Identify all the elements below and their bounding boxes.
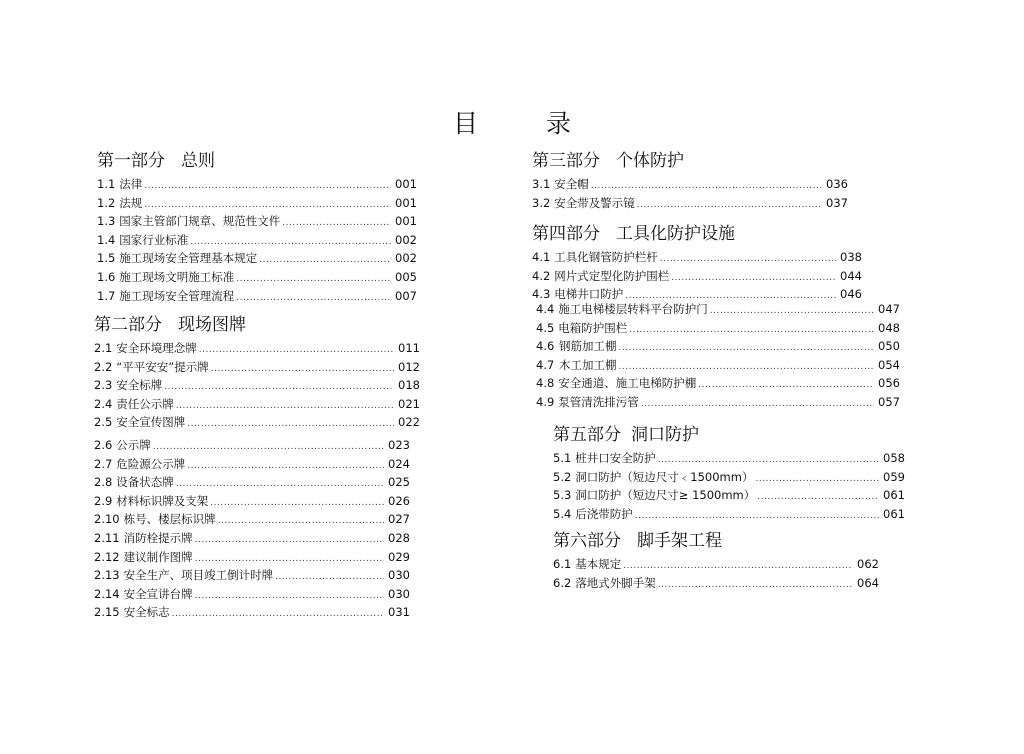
- toc-entry: [94, 511, 410, 530]
- entry-number: 1.3: [97, 214, 116, 229]
- entry-title: 国家行业标准: [119, 232, 189, 247]
- dot-leader: [282, 215, 391, 232]
- entry-title: 安全宣传图牌: [116, 415, 186, 430]
- entry-page-number: 031: [388, 605, 410, 620]
- section-part1: [97, 150, 417, 306]
- entry-number: 5.1: [553, 451, 572, 465]
- entry-number: 4.3: [532, 287, 551, 302]
- entry-number: 2.12: [94, 549, 120, 564]
- dot-leader: [623, 558, 853, 575]
- entry-title: 桩井口安全防护: [575, 451, 656, 465]
- entry-title: 危险源公示牌: [116, 456, 186, 471]
- entry-page-number: 007: [395, 288, 417, 303]
- toc-entry: [94, 396, 420, 415]
- dot-leader: [698, 377, 874, 394]
- dot-leader: [236, 290, 391, 307]
- toc-entry: [553, 450, 905, 469]
- entry-page-number: 012: [398, 359, 420, 374]
- entry-title: 工具化钢管防护栏杆: [554, 250, 658, 264]
- entry-number: 2.2: [94, 359, 113, 374]
- dot-leader: [660, 251, 836, 268]
- entry-page-number: 025: [388, 475, 410, 490]
- entry-number: 4.5: [536, 320, 555, 335]
- toc-list: [97, 176, 417, 306]
- toc-entry: [94, 567, 410, 586]
- entry-page-number: 028: [388, 530, 410, 545]
- entry-page-number: 037: [826, 195, 848, 210]
- dot-leader: [619, 359, 875, 376]
- dot-leader: [236, 271, 391, 288]
- entry-number: 5.2: [553, 469, 572, 484]
- entry-page-number: 056: [878, 376, 900, 391]
- entry-title: 安全标志: [123, 605, 170, 620]
- toc-list: [94, 340, 420, 433]
- entry-title: 安全生产、项目竣工倒计时牌: [123, 568, 274, 583]
- entry-number: 2.13: [94, 568, 120, 583]
- entry-number: 2.11: [94, 530, 120, 545]
- section-title: 脚手架工程: [637, 531, 722, 551]
- entry-title: 落地式外脚手架: [575, 575, 656, 590]
- entry-number: 4.6: [536, 339, 555, 354]
- entry-page-number: 048: [878, 320, 900, 335]
- entry-title: 泵管清洗排污管: [558, 394, 639, 409]
- toc-list: [532, 249, 862, 305]
- entry-title: 洞口防护（短边尺寸﹤1500mm）: [575, 469, 754, 484]
- entry-page-number: 002: [395, 251, 417, 266]
- entry-number: 2.14: [94, 586, 120, 601]
- dot-leader: [164, 379, 394, 396]
- entry-number: 1.5: [97, 251, 116, 266]
- dot-leader: [190, 234, 391, 251]
- entry-title: 法律: [119, 177, 143, 191]
- entry-title: 施工现场安全管理基本规定: [119, 251, 258, 266]
- toc-entry: [94, 604, 410, 623]
- dot-leader: [176, 476, 384, 493]
- section-number: 第三部分: [532, 151, 600, 171]
- entry-page-number: 022: [398, 415, 420, 430]
- entry-page-number: 046: [840, 287, 862, 302]
- section-number: 第六部分: [553, 531, 621, 551]
- toc-entry: [97, 195, 417, 214]
- entry-title: 消防栓提示牌: [123, 530, 193, 545]
- section-number: 第二部分: [94, 315, 162, 335]
- entry-number: 1.1: [97, 177, 116, 191]
- dot-leader: [275, 569, 384, 586]
- entry-title: 设备状态牌: [116, 475, 174, 490]
- section-title: 现场图牌: [178, 315, 246, 335]
- dot-leader: [671, 270, 836, 287]
- entry-number: 4.9: [536, 394, 555, 409]
- entry-number: 1.2: [97, 195, 116, 210]
- entry-number: 6.2: [553, 575, 572, 590]
- dot-leader: [195, 532, 384, 549]
- entry-title: 安全环境理念牌: [116, 341, 197, 355]
- toc-entry: [553, 506, 905, 525]
- toc-list: [94, 437, 410, 623]
- dot-leader: [637, 197, 822, 214]
- dot-leader: [153, 439, 384, 456]
- dot-leader: [187, 458, 384, 475]
- toc-entry: [94, 456, 410, 475]
- toc-entry: [94, 340, 420, 359]
- toc-entry: [536, 375, 900, 394]
- dot-leader: [710, 303, 874, 320]
- toc-entry: [94, 414, 420, 433]
- toc-entry: [94, 530, 410, 549]
- entry-number: 2.7: [94, 456, 113, 471]
- toc-entry: [553, 469, 905, 488]
- toc-list: [553, 556, 879, 593]
- entry-number: 2.9: [94, 493, 113, 508]
- section-number: 第五部分: [553, 425, 621, 445]
- entry-page-number: 057: [878, 394, 900, 409]
- entry-number: 1.7: [97, 288, 116, 303]
- toc-entry: [536, 394, 900, 413]
- entry-title: 电箱防护围栏: [558, 320, 628, 335]
- toc-entry: [536, 320, 900, 339]
- dot-leader: [195, 551, 384, 568]
- section-part3: [532, 150, 848, 213]
- section-title: 个体防护: [616, 151, 684, 171]
- entry-title: 施工电梯楼层转料平台防护门: [558, 302, 708, 316]
- entry-title: 网片式定型化防护围栏: [554, 268, 670, 283]
- section-heading: [97, 150, 417, 172]
- entry-page-number: 011: [398, 341, 420, 355]
- toc-entry: [94, 493, 410, 512]
- entry-title: 安全帽: [554, 177, 589, 191]
- dot-leader: [210, 495, 384, 512]
- entry-number: 2.5: [94, 415, 113, 430]
- entry-title: 安全标牌: [116, 378, 163, 393]
- entry-number: 2.1: [94, 341, 113, 355]
- dot-leader: [591, 178, 822, 195]
- section-part4-continued: [536, 301, 900, 413]
- dot-leader: [195, 588, 384, 605]
- section-part4: [532, 223, 862, 305]
- entry-page-number: 038: [840, 250, 862, 264]
- entry-page-number: 059: [883, 469, 905, 484]
- toc-entry: [94, 359, 420, 378]
- toc-entry: [532, 268, 862, 287]
- entry-page-number: 005: [395, 269, 417, 284]
- dot-leader: [757, 489, 879, 506]
- entry-number: 6.1: [553, 557, 572, 571]
- entry-page-number: 021: [398, 396, 420, 411]
- dot-leader: [187, 416, 394, 433]
- dot-leader: [629, 322, 874, 339]
- entry-title: 栋号、楼层标识牌: [123, 512, 216, 527]
- entry-page-number: 058: [883, 451, 905, 465]
- entry-page-number: 047: [878, 302, 900, 316]
- entry-title: 国家主管部门规章、规范性文件: [119, 214, 281, 229]
- entry-page-number: 064: [857, 575, 879, 590]
- section-part6: [553, 530, 879, 593]
- entry-page-number: 062: [857, 557, 879, 571]
- entry-page-number: 029: [388, 549, 410, 564]
- entry-title: 钢筋加工棚: [559, 339, 617, 354]
- entry-title: 建议制作图牌: [123, 549, 193, 564]
- dot-leader: [144, 197, 391, 214]
- entry-number: 5.3: [553, 488, 572, 503]
- toc-entry: [94, 586, 410, 605]
- entry-number: 2.6: [94, 437, 113, 452]
- toc-entry: [536, 301, 900, 320]
- entry-page-number: 018: [398, 378, 420, 393]
- entry-page-number: 054: [878, 357, 900, 372]
- entry-number: 2.3: [94, 378, 113, 393]
- toc-entry: [97, 232, 417, 251]
- entry-number: 2.4: [94, 396, 113, 411]
- entry-page-number: 061: [883, 506, 905, 521]
- entry-number: 4.4: [536, 302, 555, 316]
- entry-page-number: 061: [883, 488, 905, 503]
- entry-page-number: 024: [388, 456, 410, 471]
- entry-number: 1.4: [97, 232, 116, 247]
- toc-entry: [97, 213, 417, 232]
- toc-entry: [97, 288, 417, 307]
- entry-number: 4.1: [532, 250, 551, 264]
- toc-list: [532, 176, 848, 213]
- dot-leader: [658, 452, 879, 469]
- entry-page-number: 026: [388, 493, 410, 508]
- toc-entry: [97, 269, 417, 288]
- toc-entry: [553, 575, 879, 594]
- entry-number: 4.8: [536, 376, 555, 391]
- section-heading: [532, 150, 848, 172]
- section-title: 洞口防护: [631, 425, 699, 445]
- entry-title: 安全宣讲台牌: [123, 586, 193, 601]
- entry-number: 4.7: [536, 357, 555, 372]
- section-number: 第四部分: [532, 224, 600, 244]
- entry-title: “平平安安”提示牌: [116, 359, 209, 374]
- entry-title: 责任公示牌: [116, 396, 174, 411]
- toc-entry: [532, 195, 848, 214]
- entry-page-number: 044: [840, 268, 862, 283]
- toc-entry: [553, 556, 879, 575]
- entry-number: 5.4: [553, 506, 572, 521]
- entry-number: 3.1: [532, 177, 551, 191]
- toc-list: [536, 301, 900, 413]
- dot-leader: [619, 340, 875, 357]
- entry-title: 法规: [119, 195, 143, 210]
- toc-entry: [94, 474, 410, 493]
- toc-entry: [97, 250, 417, 269]
- entry-title: 施工现场安全管理流程: [119, 288, 235, 303]
- toc-entry: [94, 549, 410, 568]
- section-part2: [94, 314, 420, 623]
- entry-title: 安全带及警示镜: [554, 195, 635, 210]
- entry-page-number: 023: [388, 437, 410, 452]
- toc-entry: [94, 377, 420, 396]
- entry-page-number: 027: [388, 512, 410, 527]
- entry-page-number: 001: [395, 195, 417, 210]
- dot-leader: [218, 513, 384, 530]
- toc-entry: [553, 487, 905, 506]
- section-heading: [532, 223, 862, 245]
- entry-title: 洞口防护（短边尺寸≥ 1500mm）: [575, 488, 756, 503]
- entry-page-number: 001: [395, 214, 417, 229]
- entry-title: 安全通道、施工电梯防护棚: [558, 376, 697, 391]
- toc-entry: [536, 338, 900, 357]
- page-title: 目 录: [453, 109, 601, 138]
- toc-entry: [532, 249, 862, 268]
- dot-leader: [658, 577, 853, 594]
- entry-number: 2.10: [94, 512, 120, 527]
- entry-page-number: 002: [395, 232, 417, 247]
- entry-title: 公示牌: [116, 437, 151, 452]
- section-heading: [553, 530, 879, 552]
- toc-entry: [532, 176, 848, 195]
- dot-leader: [211, 361, 394, 378]
- section-title: 工具化防护设施: [616, 224, 735, 244]
- dot-leader: [172, 606, 384, 623]
- toc-entry: [97, 176, 417, 195]
- dot-leader: [144, 178, 391, 195]
- entry-number: 1.6: [97, 269, 116, 284]
- entry-title: 基本规定: [575, 557, 622, 571]
- dot-leader: [199, 342, 394, 359]
- entry-page-number: 036: [826, 177, 848, 191]
- dot-leader: [176, 398, 394, 415]
- entry-number: 2.15: [94, 605, 120, 620]
- entry-title: 施工现场文明施工标准: [119, 269, 235, 284]
- section-heading: [553, 424, 905, 446]
- toc-entry: [94, 437, 410, 456]
- entry-number: 3.2: [532, 195, 551, 210]
- entry-title: 材料标识牌及支架: [116, 493, 209, 508]
- dot-leader: [755, 471, 879, 488]
- section-number: 第一部分: [97, 151, 165, 171]
- toc-entry: [536, 357, 900, 376]
- entry-page-number: 050: [878, 339, 900, 354]
- dot-leader: [635, 508, 879, 525]
- entry-title: 电梯井口防护: [554, 287, 624, 302]
- section-part5: [553, 424, 905, 524]
- entry-title: 木工加工棚: [559, 357, 617, 372]
- entry-page-number: 030: [388, 586, 410, 601]
- entry-title: 后浇带防护: [575, 506, 633, 521]
- dot-leader: [259, 252, 391, 269]
- dot-leader: [641, 396, 874, 413]
- section-title: 总则: [181, 151, 215, 171]
- entry-page-number: 001: [395, 177, 417, 191]
- section-heading: [94, 314, 420, 336]
- entry-page-number: 030: [388, 568, 410, 583]
- entry-number: 2.8: [94, 475, 113, 490]
- entry-number: 4.2: [532, 268, 551, 283]
- toc-list: [553, 450, 905, 524]
